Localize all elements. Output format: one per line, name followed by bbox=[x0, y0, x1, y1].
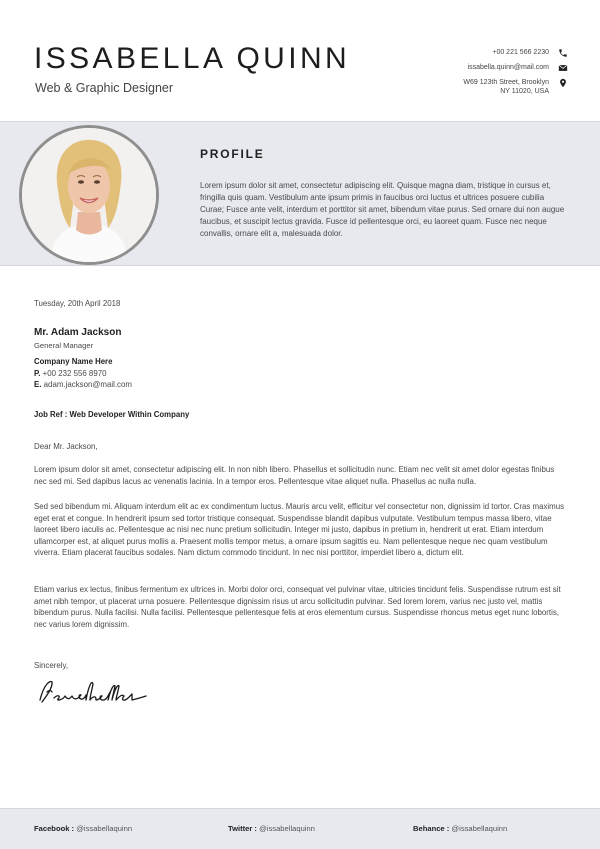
profile-heading: PROFILE bbox=[200, 147, 265, 161]
company-name: Company Name Here bbox=[34, 357, 113, 366]
paragraph-3: Etiam varius ex lectus, finibus fermentum ex ultrices in. Morbi dolor orci, consequat vel pulvinar vitae, ultricies tincidunt felis. Suspendisse rutrum est sit amet nibh tempor, ut placerat urna posuere. Pellentesque dignissim risus ut arcu sollicitudin pulvinar. Sed lorem lorem, varius nec justo vel, mattis bibendum purus. Nulla facilisi. Nulla facilisi. Pellentesque pellentesque felis at eros elementum cursus. Suspendisse rhoncus metus eget nunc lobortis, nec varius lorem dignissim. bbox=[34, 585, 561, 629]
contact-phone: +00 221 566 2230 bbox=[492, 49, 549, 56]
footer-twitter bbox=[228, 824, 315, 833]
email-label: E. bbox=[34, 380, 42, 389]
applicant-title: Web & Graphic Designer bbox=[35, 81, 174, 95]
behance-label: Behance : bbox=[413, 824, 450, 833]
signature bbox=[36, 674, 152, 708]
job-reference: Job Ref : Web Developer Within Company bbox=[34, 410, 190, 419]
portrait-illustration bbox=[22, 128, 156, 262]
letter-date: Tuesday, 20th April 2018 bbox=[34, 299, 121, 308]
footer-behance bbox=[413, 824, 507, 833]
profile-photo bbox=[19, 125, 159, 265]
footer-social bbox=[0, 808, 600, 849]
closing: Sincerely, bbox=[34, 661, 69, 670]
envelope-icon bbox=[558, 63, 568, 73]
contact-block bbox=[463, 48, 568, 97]
contact-phone-row bbox=[463, 48, 568, 63]
recipient-email-line bbox=[34, 379, 132, 391]
phone-icon bbox=[558, 48, 568, 58]
twitter-handle[interactable]: @issabellaquinn bbox=[259, 824, 315, 833]
map-pin-icon bbox=[558, 78, 568, 88]
recipient-title: General Manager bbox=[34, 341, 94, 350]
recipient-name: Mr. Adam Jackson bbox=[34, 327, 122, 338]
contact-address-row bbox=[463, 78, 568, 97]
facebook-handle[interactable]: @issabellaquinn bbox=[76, 824, 133, 833]
twitter-label: Twitter : bbox=[228, 824, 257, 833]
contact-address bbox=[463, 78, 549, 97]
paragraph-2: Sed sed bibendum mi. Aliquam interdum elit ac ex condimentum luctus. Mauris arcu velit, efficitur vel consectetur non, dignissim id tortor. Cras maximus eget erat et congue. In hendrerit ipsum sed tortor tristique consequat. Suspendisse blandit dapibus vulputate. Vestibulum tempus massa libero, vitae laoreet libero iaculis ac. Pellentesque ac nisi nec nunc pretium sollicitudin. Integer mi justo, dapibus in pretium in, hendrerit ut erat. Etiam interdum ullamcorper est, at aliquet purus mollis a. Praesent mollis tempor metus, a ornare ipsum sagittis eu. Nam pellentesque neque nec quam vestibulum viverra. Etiam placerat faucibus sodales. Nam dictum commodo tincidunt. In nec nisi porttitor, imperdiet libero a, dictum elit. bbox=[34, 502, 565, 558]
phone-label: P. bbox=[34, 369, 41, 378]
recipient-email: adam.jackson@mail.com bbox=[43, 380, 132, 389]
greeting: Dear Mr. Jackson, bbox=[34, 442, 98, 451]
behance-handle[interactable]: @issabellaquinn bbox=[451, 824, 508, 833]
footer-facebook bbox=[34, 824, 132, 833]
paragraph-1: Lorem ipsum dolor sit amet, consectetur adipiscing elit. In non nibh libero. Phasellus et sollicitudin nunc. Etiam nec velit sit amet dolor egestas finibus nec sed mi. Sed dapibus lacus ac venenatis lacinia. In a tempor eros. Pellentesque vitae aliquet nulla. Phasellus ac nulla nulla. bbox=[34, 465, 555, 486]
facebook-label: Facebook : bbox=[34, 824, 75, 833]
profile-summary: Lorem ipsum dolor sit amet, consectetur adipiscing elit. Quisque magna diam, tristique in cursus et, fringilla quis quam. Vestibulum ante ipsum primis in faucibus orci luctus et ultrices posuere cubilia Curae; Fusce ante velit, interdum et porttitor sit amet, bibendum vitae purus. Sed ornare dui non augue faucibus, et suscipit lectus gravida. Fusce id pellentesque orci, eu laoreet quam. Fusce nec neque convallis, ornare elit a, malesuada dolor. bbox=[200, 181, 565, 239]
contact-email: issabella.quinn@mail.com bbox=[467, 64, 549, 71]
address-line-2: NY 11020, USA bbox=[500, 88, 549, 96]
recipient-phone-line bbox=[34, 368, 107, 380]
recipient-phone: +00 232 556 8970 bbox=[42, 369, 107, 378]
contact-email-row bbox=[463, 63, 568, 78]
address-line-1: W69 123th Street, Brooklyn bbox=[463, 79, 549, 86]
applicant-name: ISSABELLA QUINN bbox=[34, 42, 351, 75]
resume-header bbox=[0, 0, 600, 121]
